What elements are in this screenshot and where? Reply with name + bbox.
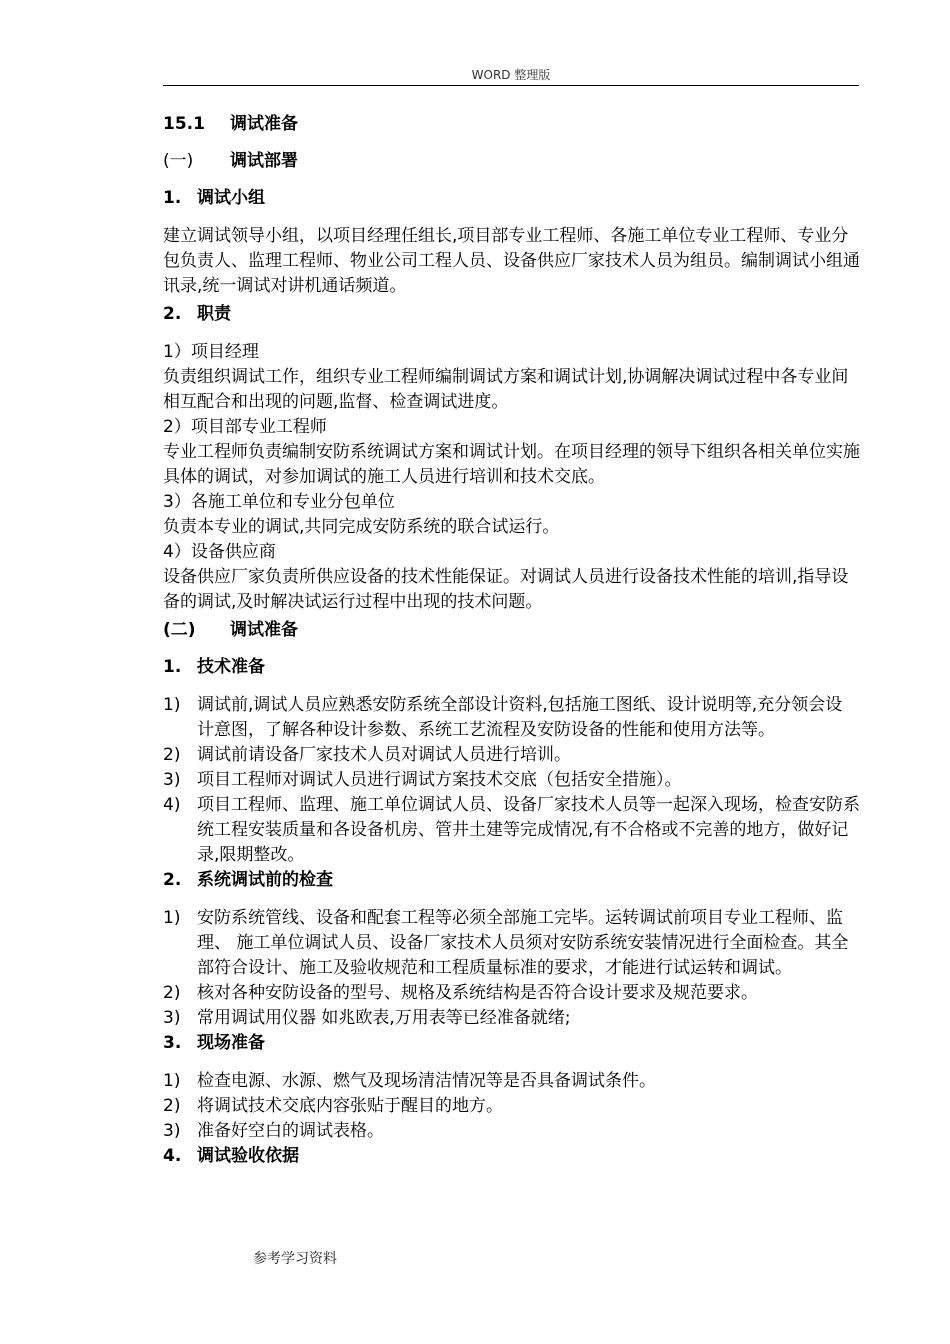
basis-number: 4. [163,1146,182,1166]
tech-heading [163,655,863,680]
list-item-text: 准备好空白的调试表格。 [197,1121,384,1141]
list-item [163,1069,863,1094]
list-item-number: 3) [163,1121,181,1141]
duties-heading [163,302,863,327]
basis-title: 调试验收依据 [197,1146,299,1166]
part1-label: (一) [163,151,194,171]
section-number: 15.1 [163,114,205,134]
team-paragraph: 建立调试领导小组，以项目经理任组长,项目部专业工程师、各施工单位专业工程师、专业分包负责人、监理工程师、物业公司工程人员、设备供应厂家技术人员为组员。编制调试小组通讯录,统一调试对讲机通话频道。 [163,226,860,296]
duty-label: 2）项目部专业工程师 [163,417,327,437]
check-number: 2. [163,870,182,890]
site-heading [163,1031,863,1056]
list-item-number: 1) [163,1071,181,1091]
duties-list [163,340,863,615]
list-item-number: 2) [163,983,181,1003]
duty-label: 3）各施工单位和专业分包单位 [163,492,395,512]
list-item-text: 调试前,调试人员应熟悉安防系统全部设计资料,包括施工图纸、设计说明等,充分领会设 计意图，了解各种设计参数、系统工艺流程及安防设备的性能和使用方法等。 [197,695,843,740]
list-item-number: 2) [163,1096,181,1116]
header-rule [163,85,859,86]
list-item [163,793,863,868]
duty-text: 负责组织调试工作，组织专业工程师编制调试方案和调试计划,协调解决调试过程中各专业间相互配合和出现的问题,监督、检查调试进度。 [163,367,849,412]
list-item-number: 3) [163,770,181,790]
tech-title: 技术准备 [197,657,265,677]
tech-number: 1. [163,657,182,677]
duties-title: 职责 [197,304,231,324]
list-item-number: 1) [163,908,181,928]
team-title: 调试小组 [197,188,265,208]
duties-number: 2. [163,304,182,324]
list-item [163,906,863,981]
part1-heading [163,149,863,174]
list-item-number: 4) [163,795,181,815]
list-item-number: 3) [163,1008,181,1028]
part1-title: 调试部署 [230,151,298,171]
list-item [163,768,863,793]
duty-label: 1）项目经理 [163,342,259,362]
list-item-text: 项目工程师对调试人员进行调试方案技术交底（包括安全措施）。 [197,770,682,790]
list-item-text: 常用调试用仪器 如兆欧表,万用表等已经准备就绪; [197,1008,571,1028]
duty-text: 专业工程师负责编制安防系统调试方案和调试计划。在项目经理的领导下组织各相关单位实施具体的调试，对参加调试的施工人员进行培训和技术交底。 [163,442,860,487]
list-item-number: 2) [163,745,181,765]
duty-label: 4）设备供应商 [163,542,276,562]
part2-title: 调试准备 [230,620,298,640]
document-body [163,112,863,1169]
list-item-text: 项目工程师、监理、施工单位调试人员、设备厂家技术人员等一起深入现场，检查安防系 统工程安装质量和各设备机房、管井土建等完成情况,有不合格或不完善的地方，做好记录,限期整改。 [197,795,860,865]
part2-label: (二) [163,620,196,640]
list-item [163,1094,863,1119]
list-item [163,693,863,743]
list-item-text: 安防系统管线、设备和配套工程等必须全部施工完毕。运转调试前项目专业工程师、监理、 施工单位调试人员、设备厂家技术人员须对安防系统安装情况进行全面检查。其全部符合设计、施工及验收规范和工程质量标准的要求，才能进行试运转和调试。 [197,908,849,978]
tech-list [163,693,863,868]
site-list [163,1069,863,1144]
basis-heading [163,1144,863,1169]
list-item-text: 调试前请设备厂家技术人员对调试人员进行培训。 [197,745,571,765]
list-item-text: 检查电源、水源、燃气及现场清洁情况等是否具备调试条件。 [197,1071,656,1091]
page-header: WORD 整理版 [471,68,551,82]
check-title: 系统调试前的检查 [197,870,333,890]
page-footer: 参考学习资料 [253,1251,337,1267]
check-list [163,906,863,1031]
site-number: 3. [163,1033,182,1053]
list-item-number: 1) [163,695,181,715]
list-item-text: 核对各种安防设备的型号、规格及系统结构是否符合设计要求及规范要求。 [197,983,758,1003]
duty-text: 负责本专业的调试,共同完成安防系统的联合试运行。 [163,517,560,537]
list-item-text: 将调试技术交底内容张贴于醒目的地方。 [197,1096,503,1116]
site-title: 现场准备 [197,1033,265,1053]
team-heading [163,186,863,211]
list-item [163,1006,863,1031]
section-heading [163,112,863,137]
list-item [163,981,863,1006]
duty-text: 设备供应厂家负责所供应设备的技术性能保证。对调试人员进行设备技术性能的培训,指导设备的调试,及时解决试运行过程中出现的技术问题。 [163,567,849,612]
list-item [163,743,863,768]
list-item [163,1119,863,1144]
check-heading [163,868,863,893]
part2-heading [163,618,863,643]
team-number: 1. [163,188,182,208]
section-title: 调试准备 [230,114,298,134]
